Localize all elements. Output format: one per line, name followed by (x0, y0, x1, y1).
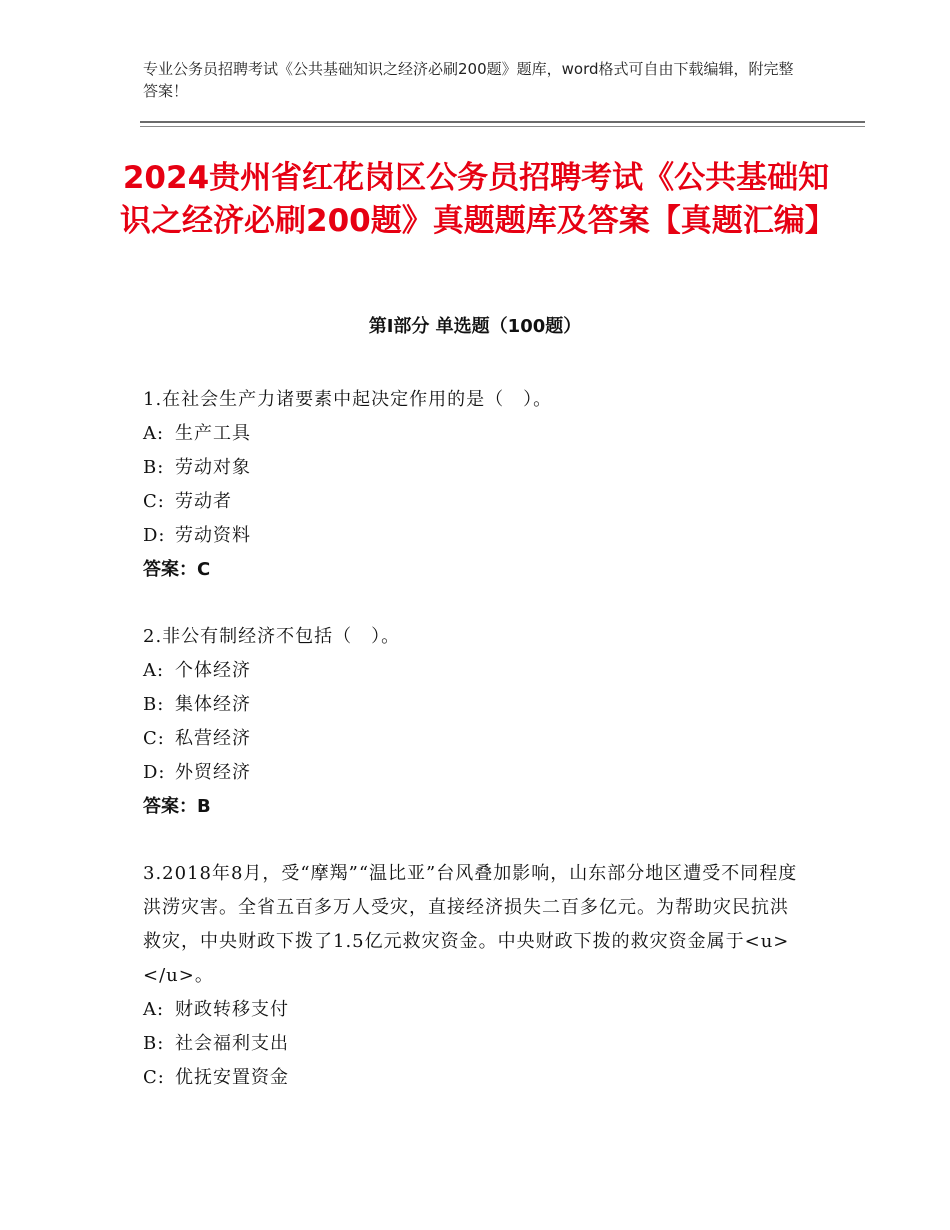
option-letter: D: (143, 525, 166, 546)
answer-line: 答案：C (143, 559, 211, 580)
option-text: 外贸经济 (175, 762, 251, 783)
section-title: 第Ⅰ部分 单选题（100题） (368, 316, 582, 337)
option-c (143, 485, 803, 519)
option-d (143, 756, 803, 790)
option-text: 集体经济 (175, 694, 251, 715)
question-stem: 3.2018年8月，受“摩羯”“温比亚”台风叠加影响，山东部分地区遭受不同程度洪涝灾害。全省五百多万人受灾，直接经济损失二百多亿元。为帮助灾民抗洪救灾，中央财政下拨了1.5亿元救灾资金。中央财政下拨的救灾资金属于<u> </u>。 (143, 863, 828, 986)
option-list (143, 993, 803, 1095)
answer-line: 答案：B (143, 796, 211, 817)
option-a (143, 417, 803, 451)
option-text: 优抚安置资金 (175, 1067, 289, 1088)
header-divider-thin (140, 126, 865, 127)
header-divider-thick (140, 121, 865, 123)
option-b (143, 1027, 803, 1061)
option-c (143, 722, 803, 756)
document-title: 2024贵州省红花岗区公务员招聘考试《公共基础知识之经济必刷200题》真题题库及答案【真题汇编】 (120, 160, 836, 239)
option-text: 劳动资料 (175, 525, 251, 546)
option-letter: A: (143, 660, 165, 681)
header-note: 专业公务员招聘考试《公共基础知识之经济必刷200题》题库，word格式可自由下载编辑，附完整答案！ (143, 60, 794, 100)
question-2 (143, 620, 803, 824)
option-text: 劳动对象 (175, 457, 251, 478)
option-a (143, 654, 803, 688)
option-text: 财政转移支付 (175, 999, 289, 1020)
option-letter: A: (143, 423, 165, 444)
option-letter: B: (143, 1033, 165, 1054)
option-list (143, 654, 803, 790)
option-d (143, 519, 803, 553)
question-3 (143, 857, 828, 1095)
question-list (143, 383, 828, 1128)
option-text: 生产工具 (175, 423, 251, 444)
option-letter: B: (143, 694, 165, 715)
option-letter: D: (143, 762, 166, 783)
option-letter: C: (143, 1067, 165, 1088)
question-stem: 1.在社会生产力诸要素中起决定作用的是（ ）。 (143, 389, 553, 410)
option-b (143, 451, 803, 485)
option-letter: B: (143, 457, 165, 478)
option-text: 社会福利支出 (175, 1033, 289, 1054)
option-list (143, 417, 803, 553)
option-c (143, 1061, 803, 1095)
option-text: 劳动者 (175, 491, 232, 512)
option-a (143, 993, 803, 1027)
option-text: 私营经济 (175, 728, 251, 749)
option-b (143, 688, 803, 722)
question-1 (143, 383, 803, 587)
option-letter: C: (143, 491, 165, 512)
option-letter: C: (143, 728, 165, 749)
option-text: 个体经济 (175, 660, 251, 681)
option-letter: A: (143, 999, 165, 1020)
question-stem: 2.非公有制经济不包括（ ）。 (143, 626, 401, 647)
